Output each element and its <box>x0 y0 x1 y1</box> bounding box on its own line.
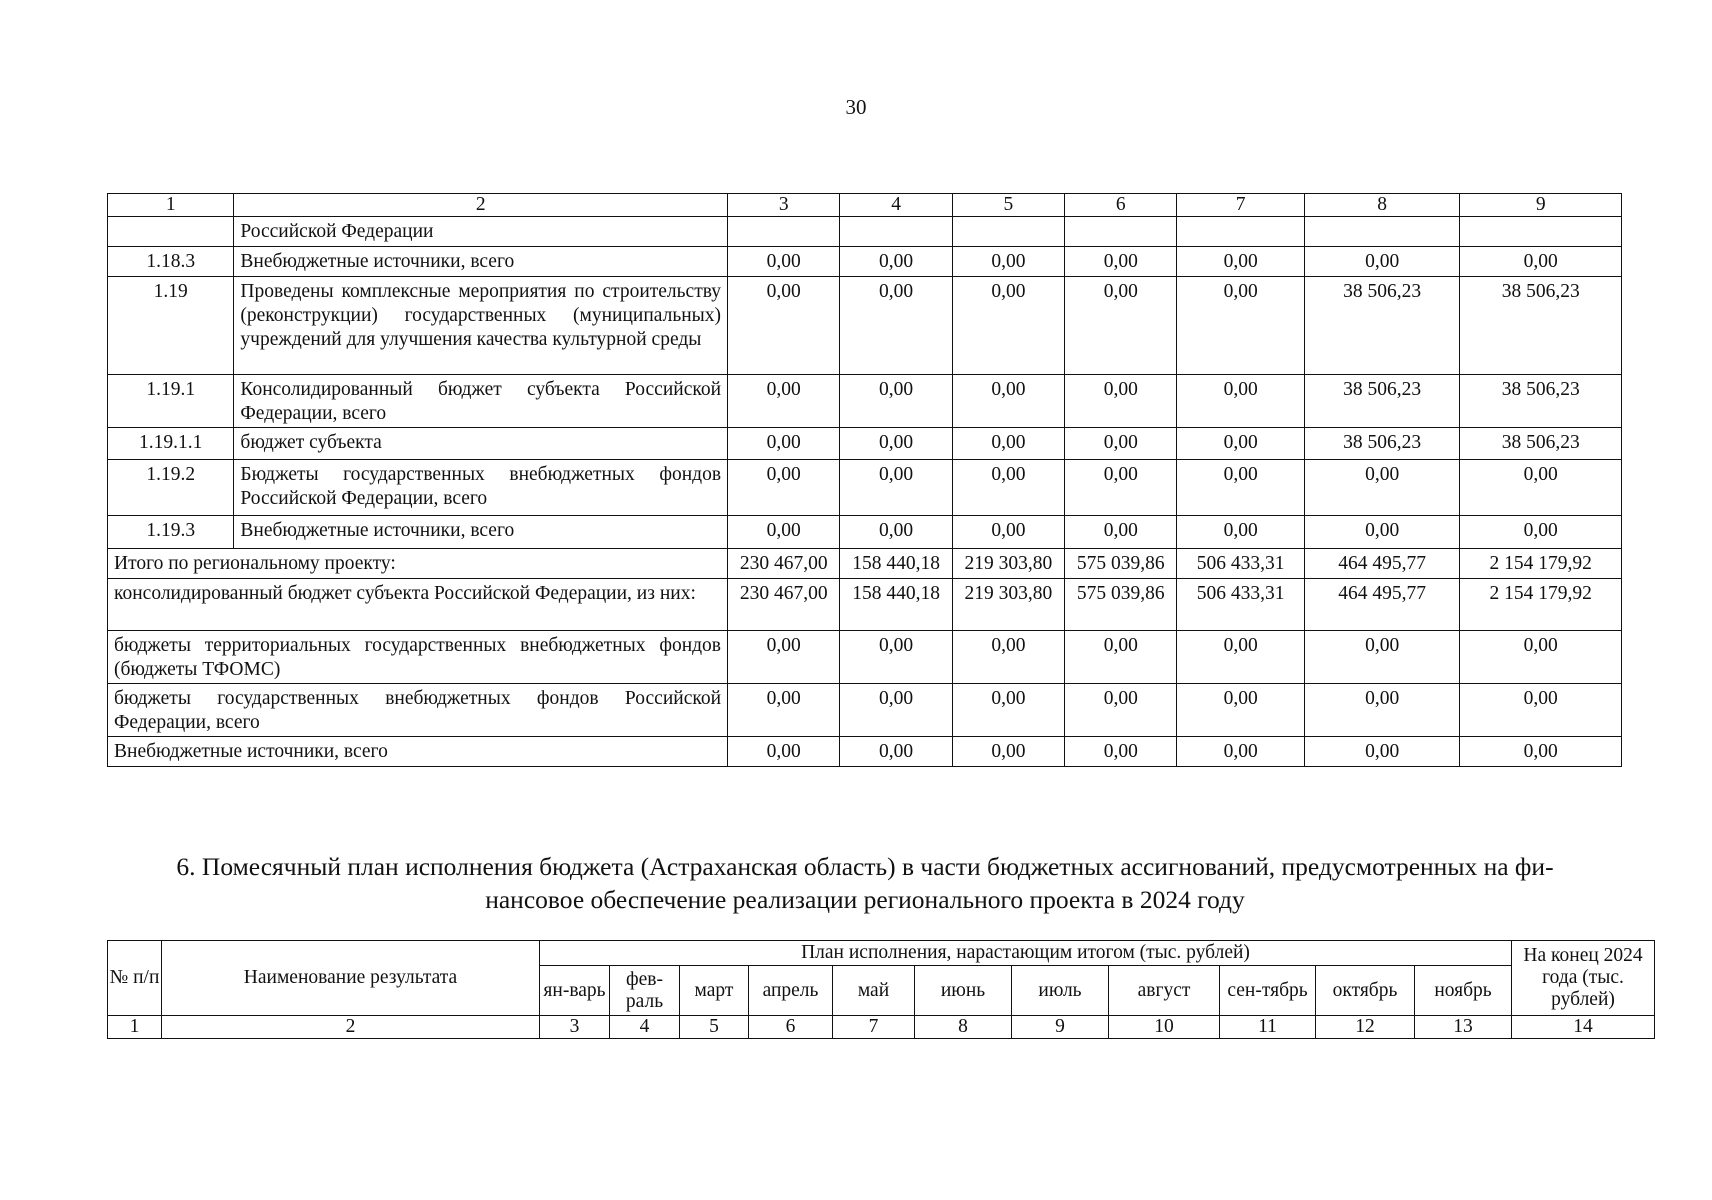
value-cell: 38 506,23 <box>1460 277 1622 375</box>
value-cell: 0,00 <box>1065 375 1177 428</box>
total-value-cell: 219 303,80 <box>952 579 1064 631</box>
column-index: 12 <box>1316 1016 1415 1039</box>
total-value-cell: 0,00 <box>952 684 1064 737</box>
total-value-cell: 158 440,18 <box>840 549 952 579</box>
total-value-cell: 0,00 <box>1460 684 1622 737</box>
table-row <box>108 375 1622 428</box>
column-index: 13 <box>1415 1016 1512 1039</box>
value-cell: 0,00 <box>728 428 840 460</box>
total-value-cell: 506 433,31 <box>1177 579 1304 631</box>
month-header: апрель <box>749 966 833 1016</box>
column-index-header: 5 <box>952 194 1064 217</box>
column-index: 2 <box>162 1016 540 1039</box>
value-cell: 0,00 <box>1177 516 1304 549</box>
total-value-cell: 506 433,31 <box>1177 549 1304 579</box>
value-cell: 38 506,23 <box>1460 375 1622 428</box>
value-cell: 0,00 <box>1177 247 1304 277</box>
value-cell: 0,00 <box>1065 428 1177 460</box>
total-label: бюджеты государственных внебюджетных фондов Российской Федерации, всего <box>108 684 728 737</box>
total-label: Внебюджетные источники, всего <box>108 737 728 767</box>
value-cell: 0,00 <box>1065 247 1177 277</box>
total-row <box>108 684 1622 737</box>
total-value-cell: 230 467,00 <box>728 549 840 579</box>
value-cell: 0,00 <box>952 460 1064 516</box>
column-index-header: 9 <box>1460 194 1622 217</box>
row-name: Бюджеты государственных внебюджетных фондов Российской Федерации, всего <box>234 460 728 516</box>
column-index: 8 <box>915 1016 1012 1039</box>
section-title-line-1: 6. Помесячный план исполнения бюджета (Астраханская область) в части бюджетных ассигнований, предусмотренных на фи- <box>176 852 1554 881</box>
value-cell: 38 506,23 <box>1460 428 1622 460</box>
total-value-cell: 464 495,77 <box>1304 579 1460 631</box>
month-header: август <box>1109 966 1220 1016</box>
total-value-cell: 0,00 <box>840 684 952 737</box>
col-end-header: На конец 2024 года (тыс. рублей) <box>1512 941 1655 1016</box>
table2-index-row <box>108 1016 1655 1039</box>
total-value-cell: 0,00 <box>728 737 840 767</box>
table-row <box>108 460 1622 516</box>
value-cell: 0,00 <box>952 516 1064 549</box>
total-value-cell: 0,00 <box>1460 631 1622 684</box>
column-index-header: 2 <box>234 194 728 217</box>
month-header: фев-раль <box>610 966 680 1016</box>
row-name: Внебюджетные источники, всего <box>234 247 728 277</box>
col-name-header: Наименование результата <box>162 941 540 1016</box>
total-value-cell: 0,00 <box>1177 684 1304 737</box>
total-row <box>108 737 1622 767</box>
plan-group-header: План исполнения, нарастающим итогом (тыс. рублей) <box>540 941 1512 966</box>
value-cell: 0,00 <box>840 375 952 428</box>
value-cell: 0,00 <box>728 516 840 549</box>
month-header: июль <box>1012 966 1109 1016</box>
value-cell: 0,00 <box>840 460 952 516</box>
value-cell <box>1065 217 1177 247</box>
total-value-cell: 2 154 179,92 <box>1460 579 1622 631</box>
column-index: 14 <box>1512 1016 1655 1039</box>
table-row <box>108 247 1622 277</box>
value-cell: 0,00 <box>1304 460 1460 516</box>
total-value-cell: 0,00 <box>1304 631 1460 684</box>
value-cell: 0,00 <box>1460 460 1622 516</box>
total-label: бюджеты территориальных государственных внебюджетных фондов (бюджеты ТФОМС) <box>108 631 728 684</box>
total-label: Итого по региональному проекту: <box>108 549 728 579</box>
total-value-cell: 0,00 <box>1304 737 1460 767</box>
value-cell: 0,00 <box>840 516 952 549</box>
month-header: октябрь <box>1316 966 1415 1016</box>
total-value-cell: 575 039,86 <box>1065 579 1177 631</box>
value-cell: 0,00 <box>840 428 952 460</box>
total-row <box>108 579 1622 631</box>
total-label: консолидированный бюджет субъекта Российской Федерации, из них: <box>108 579 728 631</box>
value-cell: 0,00 <box>1065 516 1177 549</box>
value-cell: 0,00 <box>840 247 952 277</box>
value-cell: 0,00 <box>1460 516 1622 549</box>
table-row <box>108 217 1622 247</box>
value-cell: 0,00 <box>1177 375 1304 428</box>
month-header: ян-варь <box>540 966 610 1016</box>
value-cell: 0,00 <box>1065 460 1177 516</box>
value-cell: 0,00 <box>1065 277 1177 375</box>
column-index: 11 <box>1220 1016 1316 1039</box>
row-code: 1.19.1 <box>108 375 234 428</box>
value-cell: 0,00 <box>952 375 1064 428</box>
value-cell: 0,00 <box>1304 516 1460 549</box>
month-header: ноябрь <box>1415 966 1512 1016</box>
row-name: Внебюджетные источники, всего <box>234 516 728 549</box>
total-value-cell: 219 303,80 <box>952 549 1064 579</box>
row-code: 1.19 <box>108 277 234 375</box>
row-code: 1.19.2 <box>108 460 234 516</box>
column-index-header: 7 <box>1177 194 1304 217</box>
column-index: 4 <box>610 1016 680 1039</box>
total-row <box>108 549 1622 579</box>
value-cell: 0,00 <box>840 277 952 375</box>
value-cell <box>1460 217 1622 247</box>
row-code <box>108 217 234 247</box>
total-value-cell: 0,00 <box>840 631 952 684</box>
value-cell: 38 506,23 <box>1304 277 1460 375</box>
section-title <box>125 850 1605 916</box>
column-index-header: 8 <box>1304 194 1460 217</box>
total-value-cell: 0,00 <box>840 737 952 767</box>
row-code: 1.19.3 <box>108 516 234 549</box>
total-value-cell: 2 154 179,92 <box>1460 549 1622 579</box>
value-cell <box>728 217 840 247</box>
month-header: сен-тябрь <box>1220 966 1316 1016</box>
column-index: 10 <box>1109 1016 1220 1039</box>
total-value-cell: 0,00 <box>1304 684 1460 737</box>
value-cell: 0,00 <box>728 375 840 428</box>
total-value-cell: 158 440,18 <box>840 579 952 631</box>
value-cell: 0,00 <box>1460 247 1622 277</box>
value-cell <box>840 217 952 247</box>
row-code: 1.19.1.1 <box>108 428 234 460</box>
table2-header-row-1 <box>108 941 1655 966</box>
monthly-plan-table <box>107 940 1655 1039</box>
table-row <box>108 428 1622 460</box>
column-index: 3 <box>540 1016 610 1039</box>
column-index: 5 <box>680 1016 749 1039</box>
value-cell: 0,00 <box>1177 428 1304 460</box>
total-value-cell: 464 495,77 <box>1304 549 1460 579</box>
column-index: 9 <box>1012 1016 1109 1039</box>
value-cell: 0,00 <box>728 460 840 516</box>
row-name: бюджет субъекта <box>234 428 728 460</box>
table-row <box>108 516 1622 549</box>
row-code: 1.18.3 <box>108 247 234 277</box>
value-cell: 0,00 <box>1177 460 1304 516</box>
month-header: июнь <box>915 966 1012 1016</box>
total-value-cell: 0,00 <box>1177 737 1304 767</box>
total-value-cell: 0,00 <box>1065 631 1177 684</box>
total-value-cell: 0,00 <box>1065 684 1177 737</box>
row-name: Консолидированный бюджет субъекта Российской Федерации, всего <box>234 375 728 428</box>
budget-table <box>107 193 1622 767</box>
row-name: Российской Федерации <box>234 217 728 247</box>
value-cell <box>1177 217 1304 247</box>
total-value-cell: 575 039,86 <box>1065 549 1177 579</box>
column-index-header: 1 <box>108 194 234 217</box>
column-index: 1 <box>108 1016 162 1039</box>
column-index-header: 3 <box>728 194 840 217</box>
column-index: 6 <box>749 1016 833 1039</box>
value-cell <box>1304 217 1460 247</box>
month-header: март <box>680 966 749 1016</box>
total-value-cell: 0,00 <box>728 631 840 684</box>
total-value-cell: 0,00 <box>952 737 1064 767</box>
total-value-cell: 230 467,00 <box>728 579 840 631</box>
total-value-cell: 0,00 <box>1177 631 1304 684</box>
value-cell <box>952 217 1064 247</box>
total-value-cell: 0,00 <box>1065 737 1177 767</box>
table-row <box>108 277 1622 375</box>
value-cell: 0,00 <box>728 277 840 375</box>
value-cell: 0,00 <box>1304 247 1460 277</box>
value-cell: 0,00 <box>952 247 1064 277</box>
value-cell: 0,00 <box>952 428 1064 460</box>
page-number: 30 <box>845 95 867 119</box>
column-index-header: 4 <box>840 194 952 217</box>
column-index: 7 <box>833 1016 915 1039</box>
total-value-cell: 0,00 <box>952 631 1064 684</box>
value-cell: 0,00 <box>1177 277 1304 375</box>
value-cell: 38 506,23 <box>1304 428 1460 460</box>
table1-header-row <box>108 194 1622 217</box>
value-cell: 0,00 <box>728 247 840 277</box>
section-title-line-2: нансовое обеспечение реализации регионального проекта в 2024 году <box>485 885 1245 914</box>
col-number-header: № п/п <box>108 941 162 1016</box>
column-index-header: 6 <box>1065 194 1177 217</box>
value-cell: 0,00 <box>952 277 1064 375</box>
total-value-cell: 0,00 <box>1460 737 1622 767</box>
total-value-cell: 0,00 <box>728 684 840 737</box>
value-cell: 38 506,23 <box>1304 375 1460 428</box>
row-name: Проведены комплексные мероприятия по строительству (реконструкции) государственных (муниципальных) учреждений для улучшения качества культурной среды <box>234 277 728 375</box>
total-row <box>108 631 1622 684</box>
month-header: май <box>833 966 915 1016</box>
